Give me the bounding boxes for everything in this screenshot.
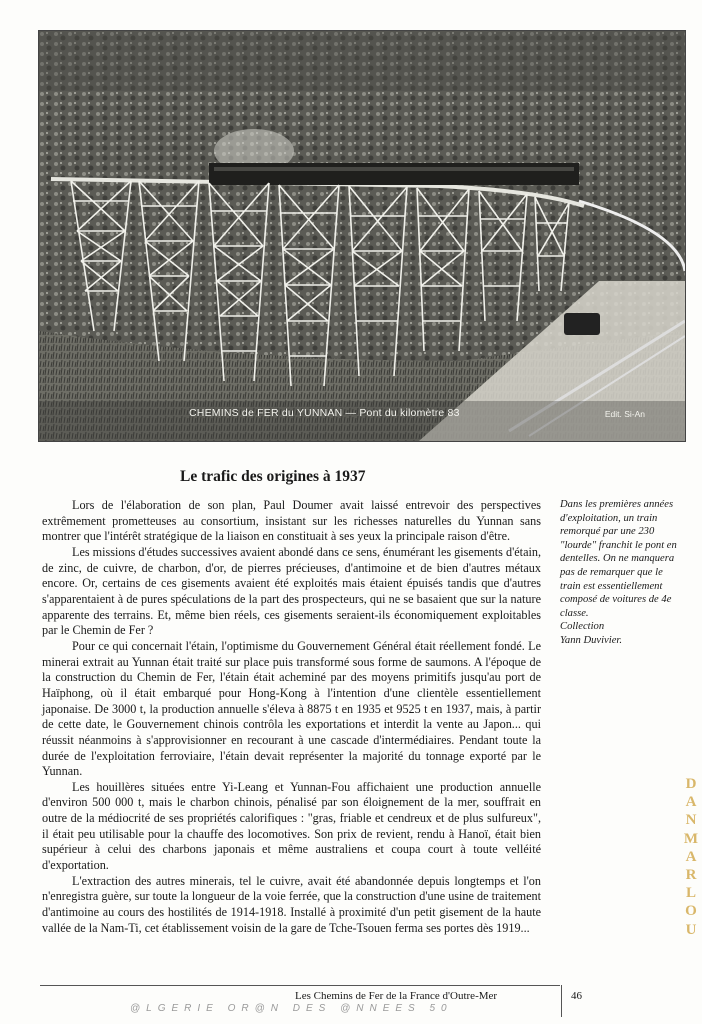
vertical-watermark-letter: R — [685, 867, 697, 884]
photo-caption: CHEMINS de FER du YUNNAN — Pont du kilomètre 83 — [189, 407, 460, 419]
paragraph: Pour ce qui concernait l'étain, l'optimisme du Gouvernement Général était réellement fondé. Le minerai extrait au Yunnan était traité sur place puis transformé sous forme de saumons. A l'époque de la construction du Chemin de Fer, l'étain était acheminé par des moyens primitifs jusqu'au port de Haïphong, où il était embarqué pour Hong-Kong à l'intention d'une clientèle essentiellement japonaise. De 3000 t, la production annuelle s'éleva à 8875 t en 1935 et 9525 t en 1937, mais, à partir de cette date, le Gouvernement chinois contrôla les exportations et interdit la vente au Japon... qui réussit néanmoins à s'approvisionner en recourant à une cascade d'intermédiaires. Pendant toute la durée de l'exploitation ferroviaire, l'étain devait représenter la majorité du tonnage exporté par le Yunnan. — [42, 638, 541, 779]
vertical-watermark-letter: D — [685, 776, 697, 792]
paragraph: Les missions d'études successives avaient abondé dans ce sens, énumérant les gisements d'étain, de zinc, de cuivre, de charbon, d'or, de pierres précieuses, d'antimoine et de bien d'autres métaux encore. Or, certains de ces gisements avaient été exploités mais étaient épuisés tandis que d'autres s'apparentaient à de pures spéculations de la part des prospecteurs, qui ne se basaient que sur la nature apparente des terrains. Et, même bien réels, ces gisements seraient-ils économiquement exploitables par le Chemin de Fer ? — [42, 544, 541, 638]
vertical-watermark-letter: U — [685, 921, 697, 938]
side-note-collection: Collection — [560, 621, 605, 633]
side-note-author: Yann Duvivier. — [560, 634, 622, 646]
vertical-watermark — [682, 775, 700, 939]
paragraph: L'extraction des autres minerais, tel le cuivre, avait été abandonnée depuis longtemps et l'on n'enregistra guère, sur toute la longueur de la voie ferrée, que la construction d'une usine de traitement d'antimoine au cours des hostilités de 1914-1918. Installé à proximité d'un petit gisement de la haute vallée de la Nam-Ti, cet établissement voisin de la gare de Tche-Tsouen ferma ses portes dès 1919... — [42, 873, 541, 935]
section-heading: Le trafic des origines à 1937 — [180, 468, 366, 485]
article-body — [42, 498, 541, 936]
side-note-text: Dans les premières années d'exploitation, un train remorqué par une 230 "lourde" franchit le pont en dentelles. On ne manquera pas de remarquer que le train est essentiellement composé de voitures de 4e classe. — [560, 499, 677, 619]
vertical-watermark-letter: O — [685, 903, 697, 920]
vertical-watermark-letter: A — [685, 848, 697, 865]
footer-title: Les Chemins de Fer de la France d'Outre-Mer — [295, 990, 498, 1002]
vertical-watermark-letter: M — [683, 830, 699, 847]
train — [209, 163, 579, 185]
bridge-photo — [38, 30, 686, 442]
footer-separator — [561, 985, 562, 1017]
paragraph: Lors de l'élaboration de son plan, Paul Doumer avait laissé entrevoir des perspectives extrêmement prometteuses au consortium, insistant sur les richesses naturelles du Yunnan sans montrer que l'intérêt stratégique de la liaison en constituait à ses yeux la principale raison d'être. — [42, 498, 541, 544]
footer-rule — [40, 985, 560, 986]
photo-publisher: Edit. Si-An — [604, 409, 645, 419]
paragraph: Les houillères situées entre Yi-Leang et Yunnan-Fou affichaient une production annuelle d'environ 500 000 t, mais le charbon chinois, pénalisé par son éloignement de la mer, souffrait en outre de la médiocrité de ses propriétés calorifiques : "gras, friable et cendreux et de plus sulfureux", il était peu utilisable pour la chauffe des locomotives. Son prix de revient, rendu à Hanoï, était bien supérieur à celui des charbons japonais et même australiens et coupa court à toute velléité d'exportation. — [42, 779, 541, 873]
bridge-illustration — [39, 31, 685, 441]
photo-side-note — [560, 498, 684, 648]
automobile — [564, 313, 600, 335]
footer-watermark: @LGERIE OR@N DES @NNEES 50 — [130, 1003, 453, 1014]
page-number: 46 — [571, 990, 582, 1002]
vertical-watermark-letter: N — [685, 812, 697, 829]
vertical-watermark-letter: L — [685, 885, 696, 902]
vertical-watermark-letter: A — [685, 794, 697, 811]
